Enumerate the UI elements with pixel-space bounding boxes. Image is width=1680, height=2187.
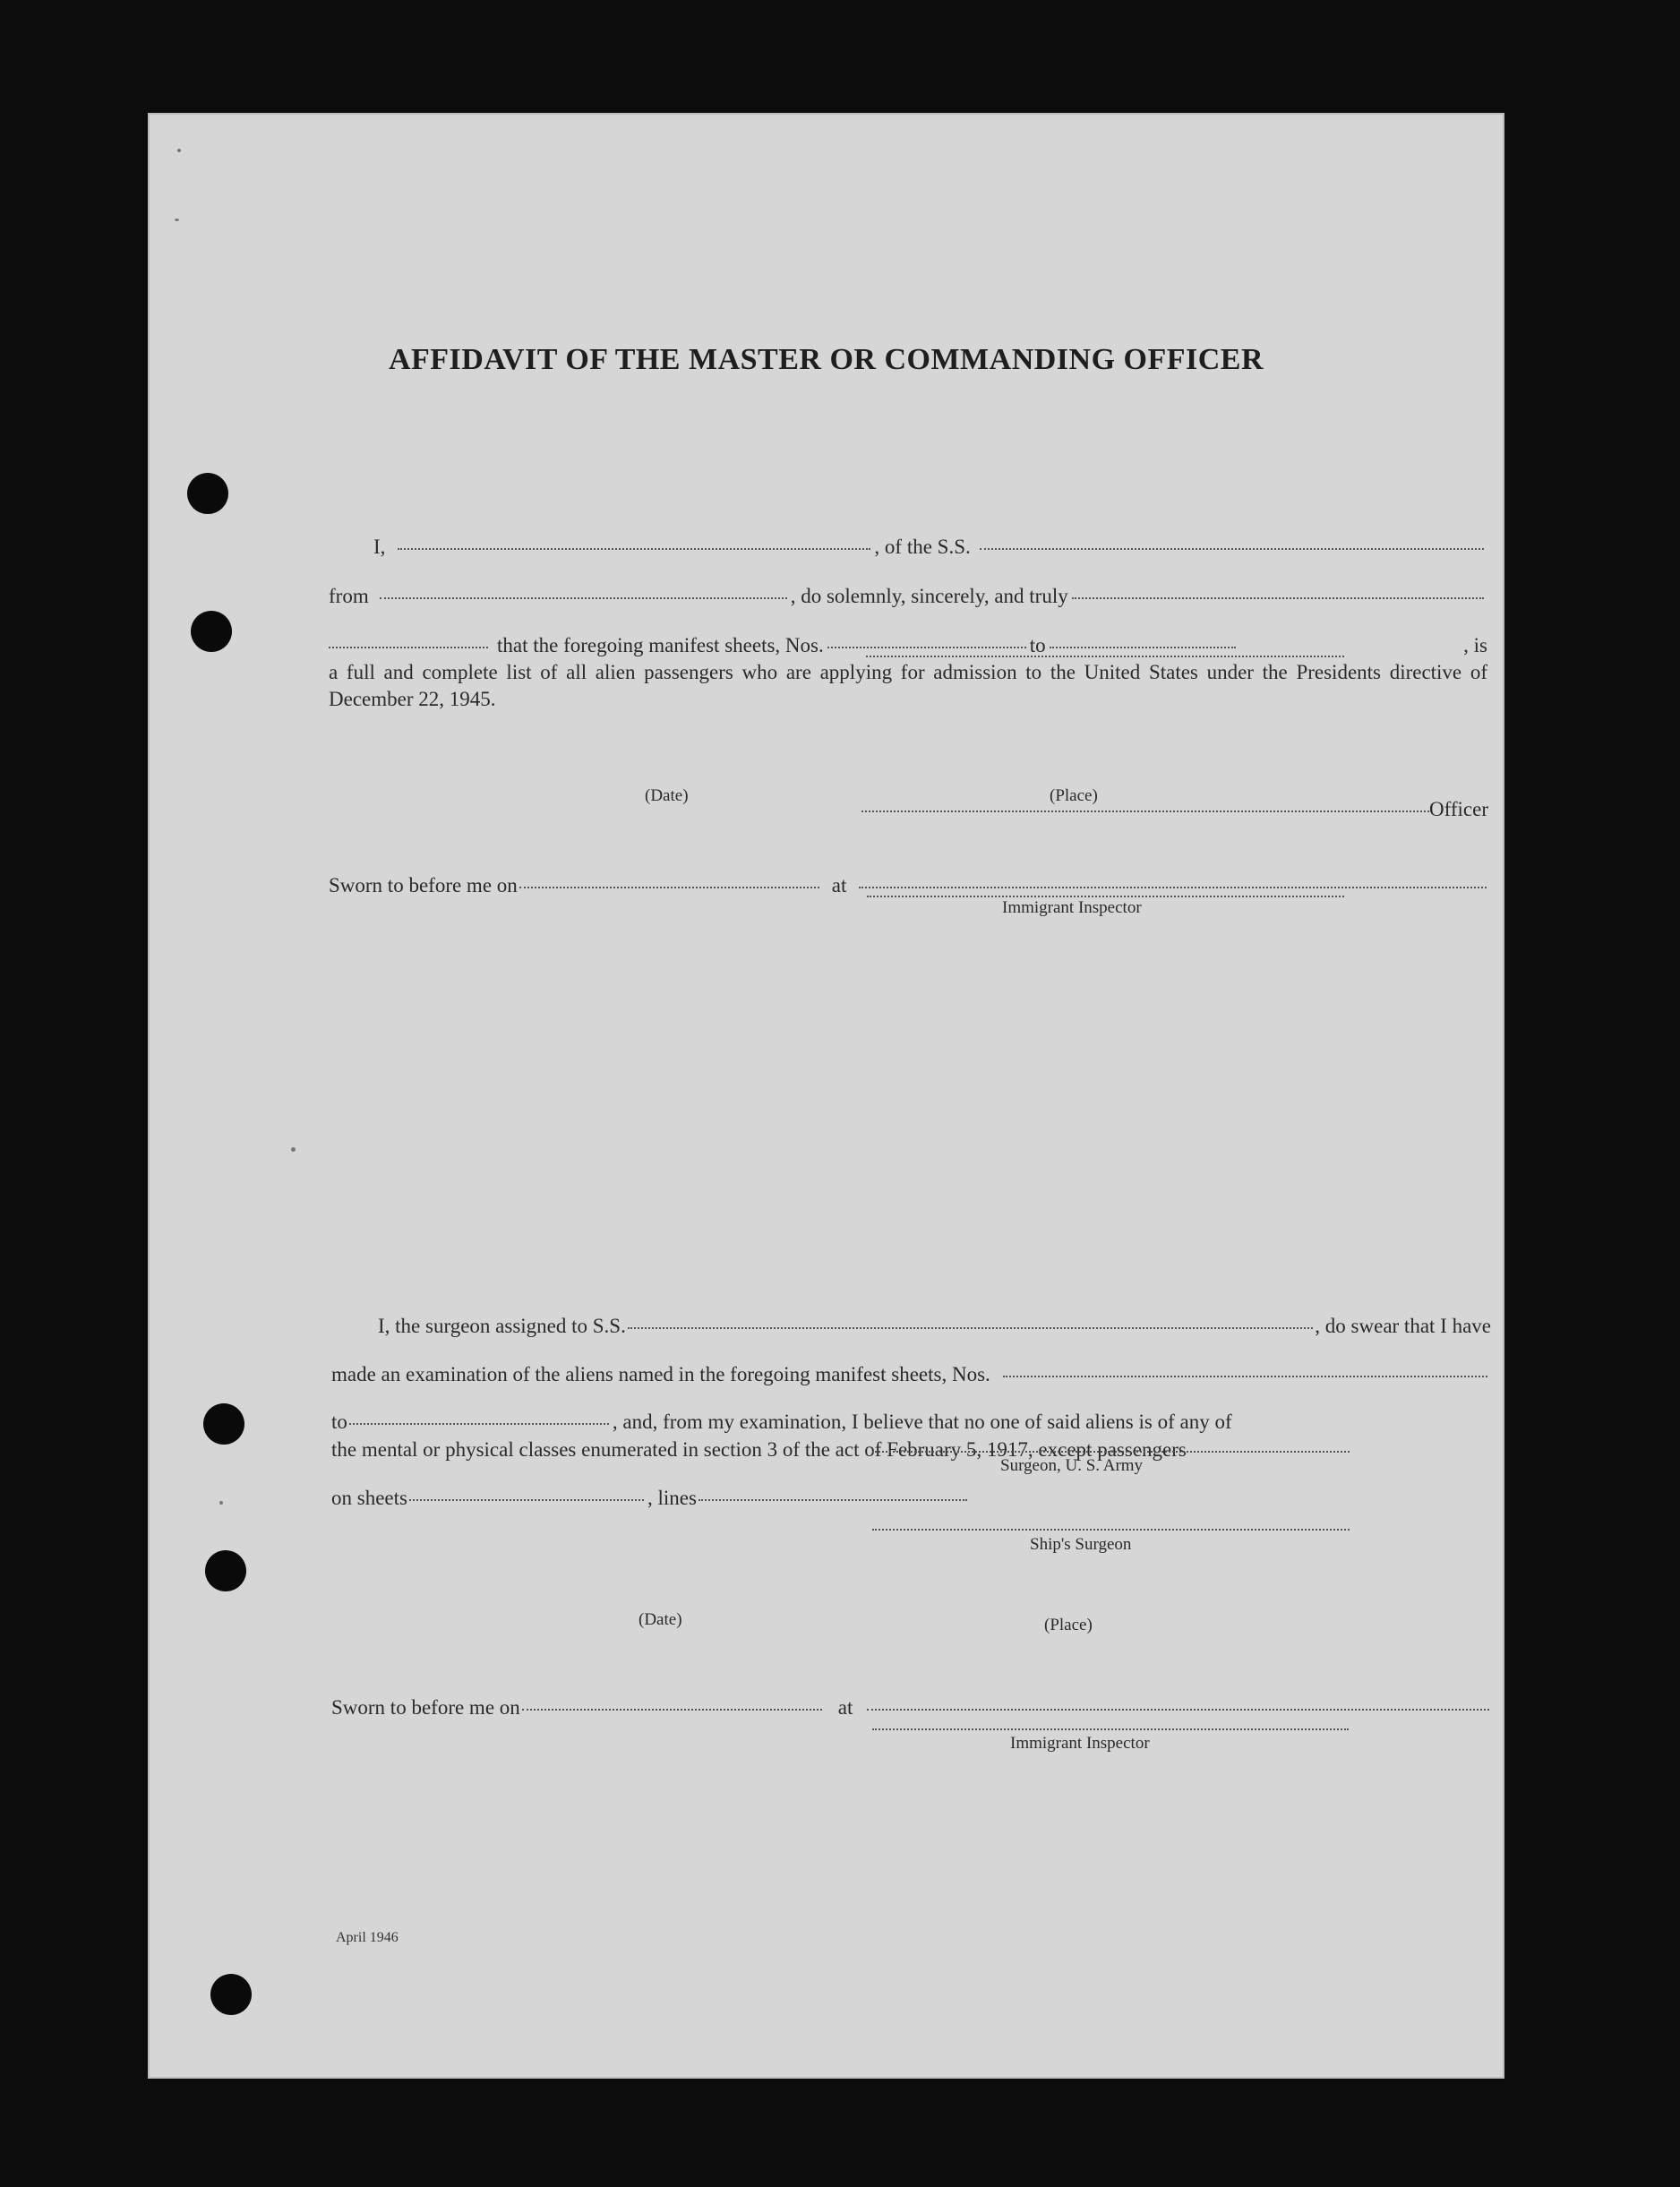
surgeon-line-3 bbox=[331, 1409, 1491, 1436]
surgeon-sheet-from-field[interactable] bbox=[1003, 1375, 1487, 1377]
officer-line bbox=[861, 796, 1488, 823]
surgeon-examination-text: made an examination of the aliens named in the foregoing manifest sheets, Nos. bbox=[331, 1363, 990, 1385]
scan-speck bbox=[177, 149, 181, 152]
officer-signature-field[interactable] bbox=[861, 810, 1429, 812]
master-is-text: , is bbox=[1463, 634, 1487, 656]
master-date-caption: (Date) bbox=[645, 786, 689, 805]
surgeon-lines-label: , lines bbox=[647, 1487, 697, 1509]
surgeon-swear-text: , do swear that I have bbox=[1315, 1315, 1491, 1337]
surgeon-line-5 bbox=[331, 1485, 1048, 1512]
surgeon-inspector-caption: Immigrant Inspector bbox=[1010, 1734, 1150, 1753]
surgeon-to-label: to bbox=[331, 1411, 347, 1433]
master-to-label: to bbox=[1029, 634, 1046, 656]
master-place-caption: (Place) bbox=[1050, 786, 1098, 805]
ship-surgeon-caption: Ship's Surgeon bbox=[1030, 1535, 1132, 1554]
footer-date: April 1946 bbox=[336, 1930, 399, 1945]
scan-speck bbox=[291, 1147, 296, 1152]
punch-hole bbox=[205, 1550, 246, 1591]
surgeon-place-caption: (Place) bbox=[1044, 1616, 1093, 1634]
surgeon-except-lines-field[interactable] bbox=[699, 1498, 967, 1501]
surgeon-sheets-label: on sheets bbox=[331, 1487, 407, 1509]
punch-hole bbox=[187, 473, 228, 514]
master-sheet-to-field[interactable] bbox=[1050, 646, 1236, 648]
surgeon-sworn-label: Sworn to before me on bbox=[331, 1696, 520, 1719]
punch-hole bbox=[210, 1974, 252, 2015]
surgeon-date-caption: (Date) bbox=[639, 1610, 682, 1629]
master-sworn-place-field[interactable] bbox=[859, 886, 1487, 888]
scan-speck bbox=[175, 219, 179, 221]
master-port-field[interactable] bbox=[380, 596, 787, 599]
master-sworn-date-field[interactable] bbox=[519, 886, 819, 888]
master-ship-label: , of the S.S. bbox=[874, 536, 971, 558]
surgeon-sworn-date-field[interactable] bbox=[522, 1708, 822, 1711]
scan-speck bbox=[219, 1501, 223, 1505]
surgeon-sworn-at: at bbox=[837, 1696, 853, 1719]
master-signature-line-top[interactable] bbox=[866, 655, 1344, 657]
surgeon-ship-field[interactable] bbox=[628, 1326, 1313, 1329]
officer-label: Officer bbox=[1429, 798, 1488, 820]
surgeon-classes-text: the mental or physical classes enumerated in section 3 of the act of February 5, 1917, except passengers bbox=[331, 1438, 1187, 1461]
document-page bbox=[148, 113, 1504, 2079]
surgeon-intro: I, the surgeon assigned to S.S. bbox=[378, 1315, 626, 1337]
surgeon-line-2 bbox=[331, 1361, 1491, 1388]
master-pronoun: I, bbox=[373, 536, 386, 558]
master-ship-field[interactable] bbox=[980, 547, 1484, 550]
ship-surgeon-signature-line[interactable] bbox=[872, 1528, 1350, 1531]
master-sworn-at: at bbox=[831, 874, 847, 896]
master-from-label: from bbox=[329, 585, 369, 607]
army-surgeon-signature-line-actual[interactable] bbox=[872, 1450, 1350, 1453]
master-swear-field[interactable] bbox=[329, 646, 488, 648]
surgeon-sworn-line bbox=[331, 1694, 1493, 1721]
master-inspector-line[interactable] bbox=[867, 895, 1344, 897]
surgeon-line-1 bbox=[378, 1313, 1491, 1340]
master-manifest-text: that the foregoing manifest sheets, Nos. bbox=[497, 634, 824, 656]
master-line-1 bbox=[373, 534, 1487, 561]
army-surgeon-caption: Surgeon, U. S. Army bbox=[1000, 1456, 1144, 1475]
master-oath-field[interactable] bbox=[1072, 596, 1484, 599]
master-paragraph: a full and complete list of all alien passengers who are applying for admission to the United States under the Presidents directive of December 22, 1945. bbox=[329, 661, 1487, 710]
master-sworn-label: Sworn to before me on bbox=[329, 874, 518, 896]
master-name-field[interactable] bbox=[398, 547, 870, 550]
master-sheet-from-field[interactable] bbox=[827, 646, 1026, 648]
surgeon-inspector-line[interactable] bbox=[872, 1728, 1349, 1730]
surgeon-belief-text: , and, from my examination, I believe that no one of said aliens is of any of bbox=[612, 1411, 1232, 1433]
punch-hole bbox=[191, 611, 232, 652]
punch-hole bbox=[203, 1403, 244, 1445]
surgeon-except-sheets-field[interactable] bbox=[409, 1498, 644, 1501]
master-solemnly-text: , do solemnly, sincerely, and truly bbox=[790, 585, 1068, 607]
master-line-2 bbox=[329, 583, 1487, 610]
master-inspector-caption: Immigrant Inspector bbox=[1002, 898, 1142, 917]
surgeon-sheet-to-field[interactable] bbox=[349, 1422, 609, 1425]
affidavit-title: AFFIDAVIT OF THE MASTER OR COMMANDING OFFICER bbox=[388, 343, 1264, 376]
surgeon-sworn-place-field[interactable] bbox=[867, 1708, 1489, 1711]
